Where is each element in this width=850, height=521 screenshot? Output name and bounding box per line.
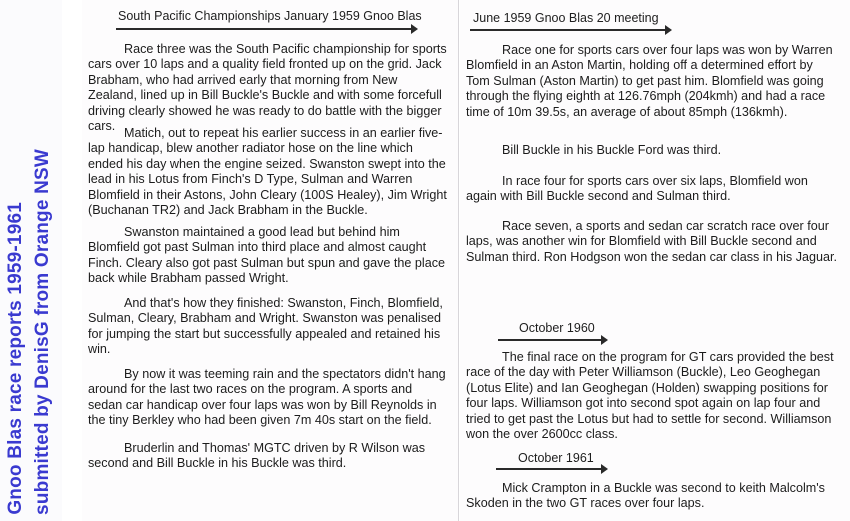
- right-paragraph-4: Race seven, a sports and sedan car scratch race over four laps, was another win for Blomfield with Bill Buckle second and Sulman third. Ron Hodgson won the sedan car class in his Jaguar.: [466, 219, 838, 264]
- left-column: [82, 0, 459, 521]
- caption-line-1: Gnoo Blas race reports 1959-1961: [5, 202, 26, 515]
- left-paragraph-1: Race three was the South Pacific championship for sports cars over 10 laps and a quality field fronted up on the grid. Jack Brabham, who had arrived early that morning from New Zealand, lined up in Bill Buckle's Buckle and with some forcefull driving clearly showed he was ready to do battle with the bigger cars.: [88, 42, 447, 134]
- right-heading-1-underline: [470, 29, 670, 31]
- left-heading: South Pacific Championships January 1959 Gnoo Blas: [118, 9, 422, 23]
- right-heading-2-underline: [498, 339, 606, 341]
- right-paragraph-5: The final race on the program for GT cars provided the best race of the day with Peter Williamson (Buckle), Leo Geoghegan (Lotus Elite) and Ian Geoghegan (Holden) swapping positions for four laps. Williamson got into second spot again on lap four and tried to get past the Lotus but had to settle for second. Williamson won the over 2600cc class.: [466, 350, 834, 442]
- left-paragraph-6: Bruderlin and Thomas' MGTC driven by R Wilson was second and Bill Buckle in his Buckle was third.: [88, 441, 426, 471]
- left-paragraph-5: By now it was teeming rain and the spectators didn't hang around for the last two races on the program. A sports and sedan car handicap over four laps was won by Bill Reynolds in the tiny Berkley who had been given 7m 40s start on the field.: [88, 367, 446, 428]
- right-heading-october-1961: October 1961: [518, 451, 594, 465]
- right-paragraph-1: Race one for sports cars over four laps was won by Warren Blomfield in an Aston Martin, holding off a determined effort by Tom Sulman (Aston Martin) to get past him. Blomfield was going through the flying eighth at 126.76mph (204kmh) and had a race time of 10m 39.5s, an average of about 85mph (136kmh).: [466, 43, 833, 119]
- right-heading-june-1959: June 1959 Gnoo Blas 20 meeting: [473, 11, 659, 25]
- right-heading-october-1960: October 1960: [519, 321, 595, 335]
- left-paragraph-4: And that's how they finished: Swanston, Finch, Blomfield, Sulman, Cleary, Brabham and Wright. Swanston was penalised for jumping the start but successfully appealed and retained his win.: [88, 296, 443, 357]
- right-heading-3-underline: [496, 468, 606, 470]
- right-paragraph-3: In race four for sports cars over six laps, Blomfield won again with Bill Buckle second and Sulman third.: [466, 174, 808, 204]
- left-paragraph-3: Swanston maintained a good lead but behind him Blomfield got past Sulman into third place and almost caught Finch. Cleary also got past Sulman but spun and gave the place back while Brabham passed Wright.: [88, 225, 446, 286]
- left-heading-underline: [116, 28, 416, 30]
- left-paragraph-2: Matich, out to repeat his earlier success in an earlier five-lap handicap, blew another radiator hose on the line which ended his day when the engine seized. Swanston swept into the lead in his Lotus from Finch's D Type, Sulman and Warren Blomfield in their Astons, John Cleary (100S Healey), Jim Wright (Buchanan TR2) and Jack Brabham in the Buckle.: [88, 126, 447, 218]
- right-column: [460, 0, 850, 521]
- right-paragraph-6: Mick Crampton in a Buckle was second to keith Malcolm's Skoden in the two GT races over four laps.: [466, 481, 825, 511]
- caption-line-2: submitted by DenisG from Orange NSW: [32, 149, 53, 515]
- right-paragraph-2: Bill Buckle in his Buckle Ford was third.: [502, 143, 722, 157]
- sidebar-caption: [0, 0, 62, 521]
